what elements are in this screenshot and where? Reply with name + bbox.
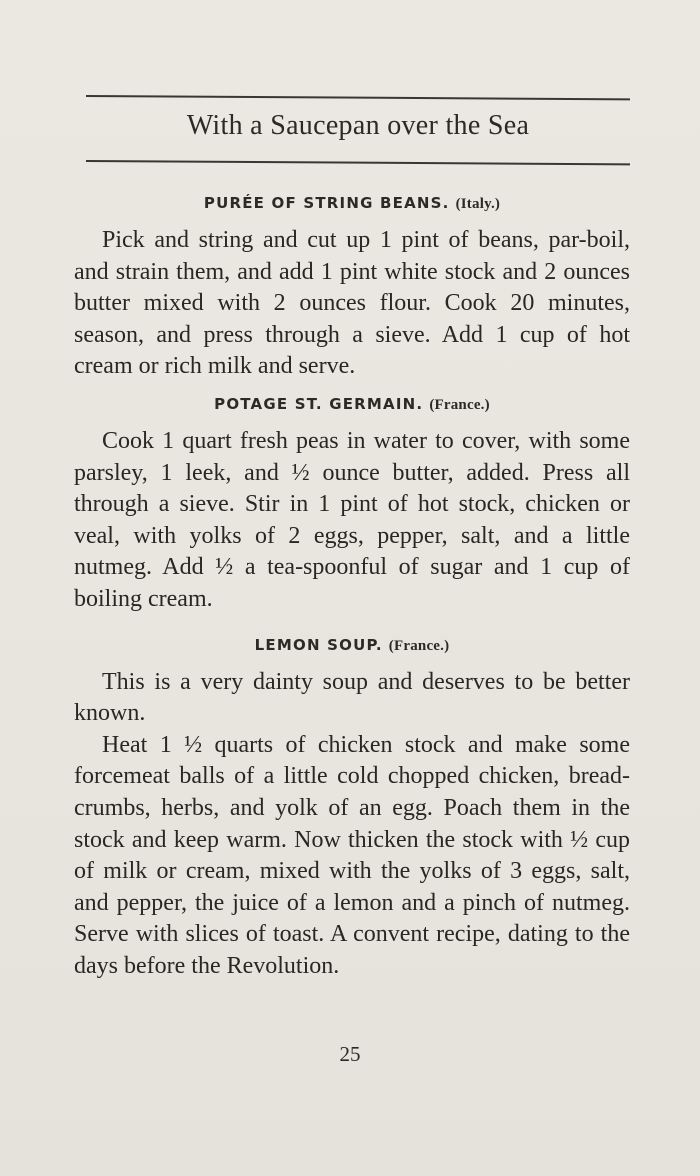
recipe-title: PURÉE OF STRING BEANS. — [203, 194, 450, 212]
header-rule-bottom — [86, 160, 630, 165]
recipe-origin: (France.) — [388, 637, 450, 654]
recipe-paragraph: Heat 1 ½ quarts of chicken stock and make some forcemeat balls of a little cold chopped chicken, bread-crumbs, herbs, and yolk of an egg. Poach them in the stock and keep warm. Now thicken the stock with ½ cup of milk or cream, mixed with the yolks of 3 eggs, salt, and pepper, the juice of a lemon and a pinch of nutmeg. Serve with slices of toast. A convent recipe, dating to the days before the Revolution. — [74, 731, 630, 979]
running-head: With a Saucepan over the Sea — [186, 110, 530, 141]
recipe-heading-potage-st-germain — [74, 391, 630, 418]
page-number: 25 — [339, 1042, 361, 1066]
header-rule-top — [86, 95, 630, 100]
recipe-title: POTAGE ST. GERMAIN. — [214, 394, 424, 413]
page-body — [74, 190, 630, 982]
recipe-origin: (Italy.) — [455, 196, 501, 212]
recipe-heading-lemon-soup — [74, 632, 630, 659]
recipe-paragraph: This is a very dainty soup and deserves to be better known. — [74, 668, 630, 727]
recipe-paragraph: Cook 1 quart fresh peas in water to cover, with some parsley, 1 leek, and ½ ounce butter, added. Press all through a sieve. Stir in 1 pint of hot stock, chicken or veal, with yolks of 2 eggs, pepper, salt, and a little nutmeg. Add ½ a tea-spoonful of sugar and 1 cup of boiling cream. — [74, 427, 630, 612]
recipe-heading-puree-string-beans — [74, 190, 630, 217]
recipe-title: LEMON SOUP. — [254, 635, 383, 654]
recipe-paragraph: Pick and string and cut up 1 pint of beans, par-boil, and strain them, and add 1 pint white stock and 2 ounces butter mixed with 2 ounces flour. Cook 20 minutes, season, and press through a sieve. Add 1 cup of hot cream or rich milk and serve. — [74, 227, 630, 380]
recipe-origin: (France.) — [429, 396, 490, 413]
